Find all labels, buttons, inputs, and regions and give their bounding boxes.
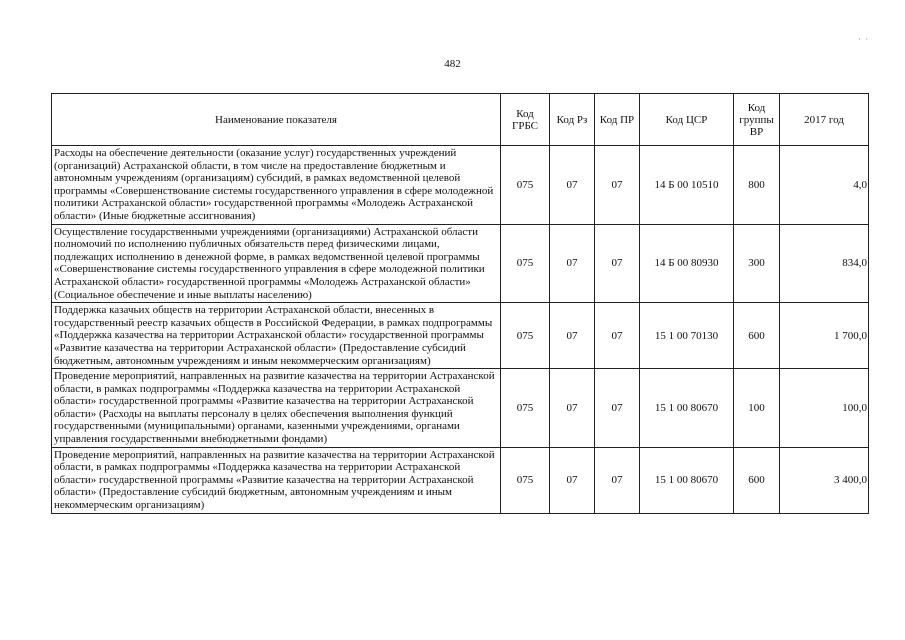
scan-mark: · · <box>858 34 870 44</box>
table-row <box>52 146 869 225</box>
row-csr: 14 Б 00 80930 <box>640 224 734 303</box>
table-row <box>52 369 869 448</box>
header-row <box>52 94 869 146</box>
header-pr: Код ПР <box>595 94 640 146</box>
row-grbs: 075 <box>501 224 550 303</box>
row-amount: 1 700,0 <box>780 303 869 369</box>
row-name: Расходы на обеспечение деятельности (оказание услуг) государственных учреждений (организаций) Астраханской области, в том числе на предоставление бюджетным и автономным учреждениям (организациям) субсидий, в рамках ведомственной целевой программы «Совершенствование системы государственного управления в сфере молодежной политики Астраханской области» государственной программы «Молодежь Астраханской области» (Иные бюджетные ассигнования) <box>52 146 501 225</box>
row-pr: 07 <box>595 447 640 513</box>
header-rz: Код Рз <box>550 94 595 146</box>
row-grbs: 075 <box>501 369 550 448</box>
row-grbs: 075 <box>501 447 550 513</box>
row-pr: 07 <box>595 146 640 225</box>
row-name: Проведение мероприятий, направленных на развитие казачества на территории Астраханской области, в рамках подпрограммы «Поддержка казачества на территории Астраханской области» государственной программы «Развитие казачества на территории Астраханской области» (Предоставление субсидий бюджетным, автономным учреждениям и иным некоммерческим организациям) <box>52 447 501 513</box>
header-grbs: Код ГРБС <box>501 94 550 146</box>
row-amount: 100,0 <box>780 369 869 448</box>
row-vr: 600 <box>734 303 780 369</box>
table-row <box>52 224 869 303</box>
table-row <box>52 303 869 369</box>
row-csr: 15 1 00 80670 <box>640 369 734 448</box>
row-amount: 834,0 <box>780 224 869 303</box>
budget-table <box>51 93 869 514</box>
row-rz: 07 <box>550 146 595 225</box>
row-pr: 07 <box>595 303 640 369</box>
row-rz: 07 <box>550 303 595 369</box>
row-grbs: 075 <box>501 146 550 225</box>
table-row <box>52 447 869 513</box>
row-amount: 4,0 <box>780 146 869 225</box>
row-rz: 07 <box>550 369 595 448</box>
row-amount: 3 400,0 <box>780 447 869 513</box>
header-year: 2017 год <box>780 94 869 146</box>
row-vr: 600 <box>734 447 780 513</box>
row-grbs: 075 <box>501 303 550 369</box>
row-name: Поддержка казачьих обществ на территории Астраханской области, внесенных в государственный реестр казачьих обществ в Российской Федерации, в рамках подпрограммы «Поддержка казачества на территории Астраханской области» государственной программы «Развитие казачества на территории Астраханской области» (Предоставление субсидий бюджетным, автономным учреждениям и иным некоммерческим организациям) <box>52 303 501 369</box>
row-pr: 07 <box>595 369 640 448</box>
row-name: Осуществление государственными учреждениями (организациями) Астраханской области полномочий по исполнению публичных обязательств перед физическими лицами, подлежащих исполнению в денежной форме, в рамках ведомственной целевой программы «Совершенствование системы государственного управления в сфере молодежной политики Астраханской области» государственной программы «Молодежь Астраханской области» (Социальное обеспечение и иные выплаты населению) <box>52 224 501 303</box>
page-number: 482 <box>444 58 461 70</box>
row-rz: 07 <box>550 447 595 513</box>
row-rz: 07 <box>550 224 595 303</box>
header-csr: Код ЦСР <box>640 94 734 146</box>
header-vr: Код группы ВР <box>734 94 780 146</box>
row-name: Проведение мероприятий, направленных на развитие казачества на территории Астраханской области, в рамках подпрограммы «Поддержка казачества на территории Астраханской области» государственной программы «Развитие казачества на территории Астраханской области» (Расходы на выплаты персоналу в целях обеспечения выполнения функций государственными (муниципальными) органами, казенными учреждениями, органами управления государственными внебюджетными фондами) <box>52 369 501 448</box>
row-vr: 300 <box>734 224 780 303</box>
row-csr: 14 Б 00 10510 <box>640 146 734 225</box>
row-pr: 07 <box>595 224 640 303</box>
row-vr: 100 <box>734 369 780 448</box>
row-vr: 800 <box>734 146 780 225</box>
row-csr: 15 1 00 70130 <box>640 303 734 369</box>
row-csr: 15 1 00 80670 <box>640 447 734 513</box>
header-name: Наименование показателя <box>52 94 501 146</box>
